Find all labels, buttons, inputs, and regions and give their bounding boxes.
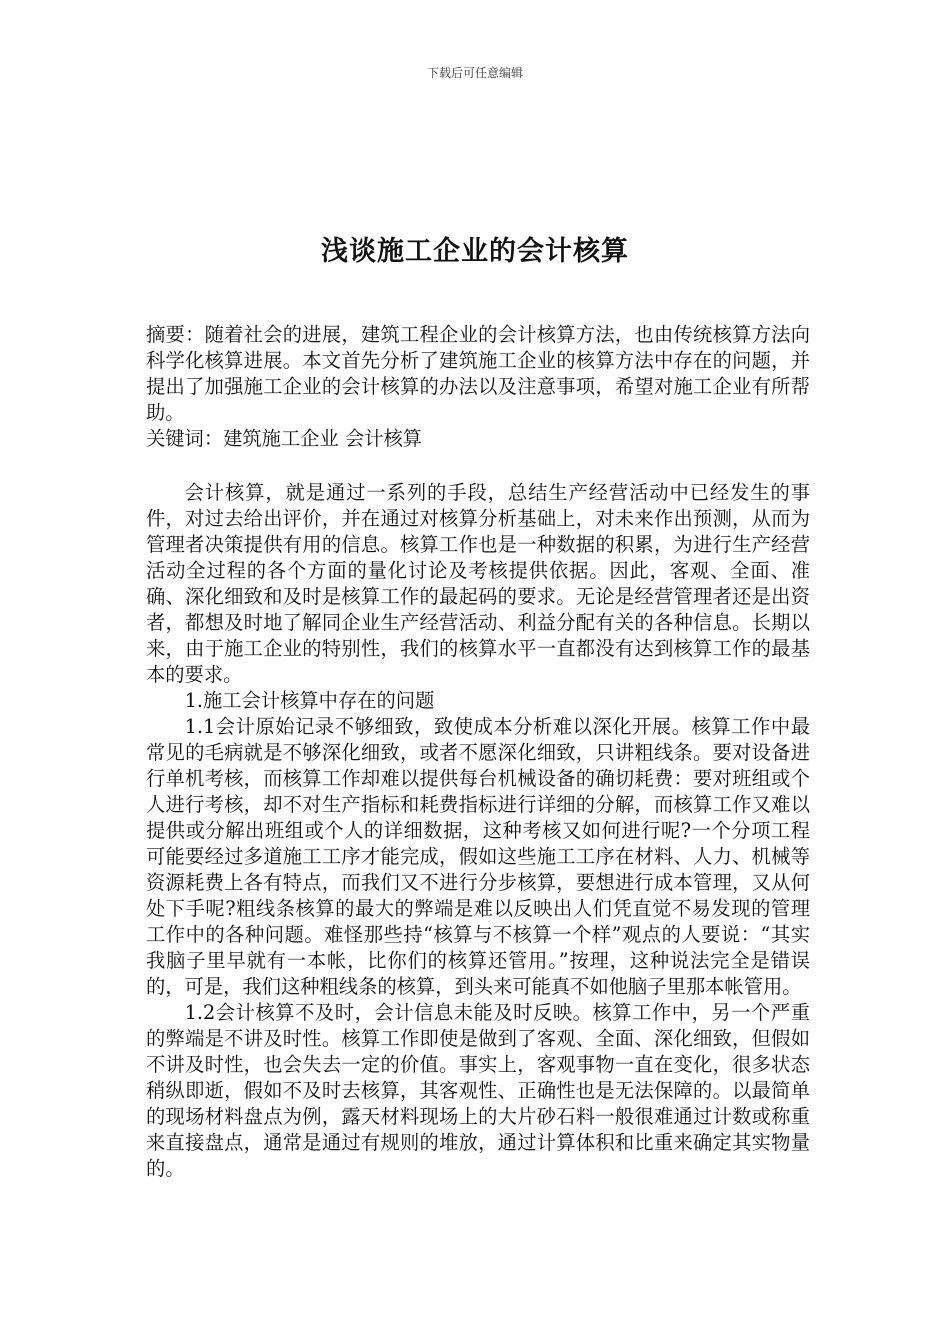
paragraph-gap [146,452,810,480]
body-paragraph-1-2: 1.2会计核算不及时，会计信息未能及时反映。核算工作中，另一个严重的弊端是不讲及时性。核算工作即使是做到了客观、全面、深化细致，但假如不讲及时性，也会失去一定的价值。事实上，客观事物一直在变化，很多状态稍纵即逝，假如不及时去核算，其客观性、正确性也是无法保障的。以最简单的现场材料盘点为例，露天材料现场上的大片砂石料一般很难通过计数或称重来直接盘点，通常是通过有规则的堆放，通过计算体积和比重来确定其实物量的。 [146,1001,810,1180]
abstract-paragraph: 摘要：随着社会的进展，建筑工程企业的会计核算方法，也由传统核算方法向科学化核算进展。本文首先分析了建筑施工企业的核算方法中存在的问题，并提出了加强施工企业的会计核算的办法以及注意事项，希望对施工企业有所帮助。 [146,323,810,424]
document-title: 浅谈施工企业的会计核算 [321,236,629,267]
page-header: 下载后可任意编辑 [426,66,523,80]
section-heading-1: 1.施工会计核算中存在的问题 [184,689,435,712]
document-body [146,322,810,1182]
body-paragraph-1-1: 1.1会计原始记录不够细致，致使成本分析难以深化开展。核算工作中最常见的毛病就是不够深化细致，或者不愿深化细致，只讲粗线条。要对设备进行单机考核，而核算工作却难以提供每台机械设备的确切耗费：要对班组或个人进行考核，却不对生产指标和耗费指标进行详细的分解，而核算工作又难以提供或分解出班组或个人的详细数据，这种考核又如何进行呢?一个分项工程可能要经过多道施工工序才能完成，假如这些施工工序在材料、人力、机械等资源耗费上各有特点，而我们又不进行分步核算，要想进行成本管理，又从何处下手呢?粗线条核算的最大的弊端是难以反映出人们凭直觉不易发现的管理工作中的各种问题。难怪那些持“核算与不核算一个样”观点的人要说：“其实我脑子里早就有一本帐，比你们的核算还管用。”按理，这种说法完全是错误的，可是，我们这种粗线条的核算，到头来可能真不如他脑子里那本帐管用。 [146,715,810,998]
keywords-line: 关键词：建筑施工企业 会计核算 [146,427,423,450]
body-paragraph-intro: 会计核算，就是通过一系列的手段，总结生产经营活动中已经发生的事件，对过去给出评价，并在通过对核算分析基础上，对未来作出预测，从而为管理者决策提供有用的信息。核算工作也是一种数据的积累，为进行生产经营活动全过程的各个方面的量化讨论及考核提供依据。因此，客观、全面、准确、深化细致和及时是核算工作的最起码的要求。无论是经营管理者还是出资者，都想及时地了解同企业生产经营活动、利益分配有关的各种信息。长期以来，由于施工企业的特别性，我们的核算水平一直都没有达到核算工作的最基本的要求。 [146,481,810,686]
